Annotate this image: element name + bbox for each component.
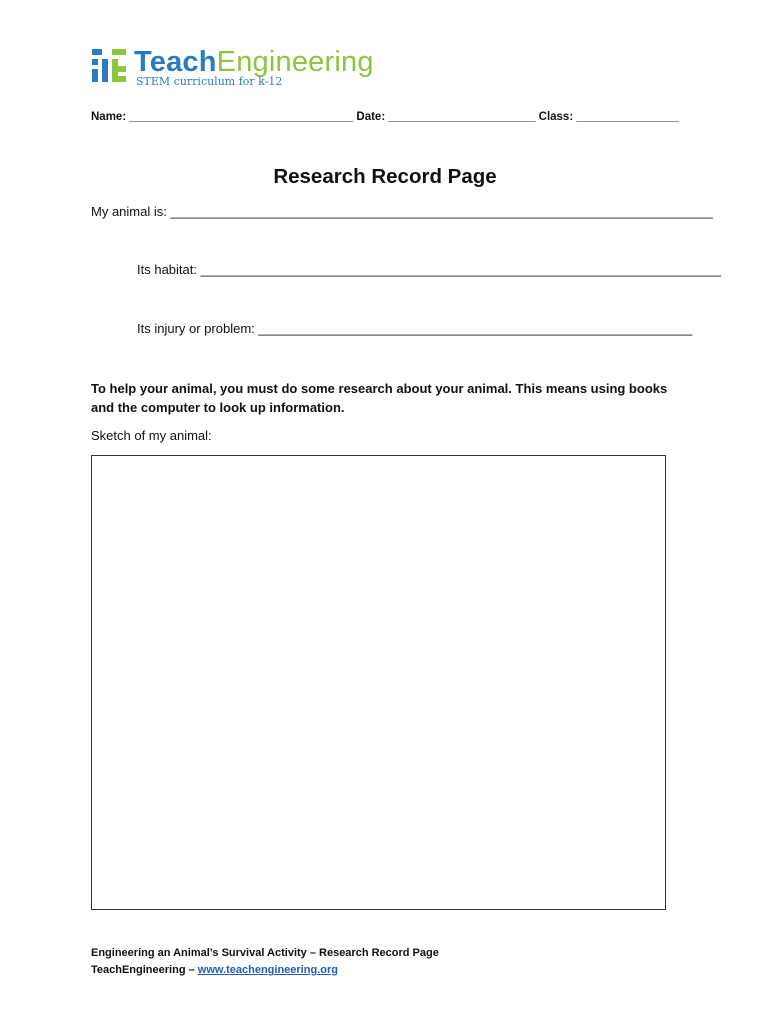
name-date-class-line[interactable]: Name: ___________________________________ Date: _______________________ Class: ________________ bbox=[91, 111, 679, 123]
logo-tagline: STEM curriculum for k-12 bbox=[136, 75, 283, 88]
footer-source bbox=[91, 964, 338, 976]
sketch-label: Sketch of my animal: bbox=[91, 428, 212, 443]
instructions-text: To help your animal, you must do some research about your animal. This means using books and the computer to look up information. bbox=[91, 381, 668, 415]
te-logo-mark-icon bbox=[90, 46, 128, 84]
footer-activity-title: Engineering an Animal’s Survival Activity – Research Record Page bbox=[91, 947, 439, 959]
animal-field[interactable]: My animal is: ___________________________________________________________________________ bbox=[91, 204, 713, 219]
sketch-box[interactable] bbox=[91, 455, 666, 910]
logo-wordmark bbox=[134, 46, 374, 78]
logo-word-engineering: Engineering bbox=[216, 46, 374, 78]
teachengineering-logo bbox=[90, 46, 374, 88]
page-title: Research Record Page bbox=[273, 165, 497, 188]
footer-source-prefix: TeachEngineering – bbox=[91, 964, 198, 976]
injury-field[interactable]: Its injury or problem: ____________________________________________________________ bbox=[137, 321, 693, 336]
footer-website-link[interactable]: www.teachengineering.org bbox=[197, 964, 338, 976]
logo-word-teach: Teach bbox=[134, 46, 217, 78]
habitat-field[interactable]: Its habitat: ________________________________________________________________________ bbox=[137, 262, 722, 277]
